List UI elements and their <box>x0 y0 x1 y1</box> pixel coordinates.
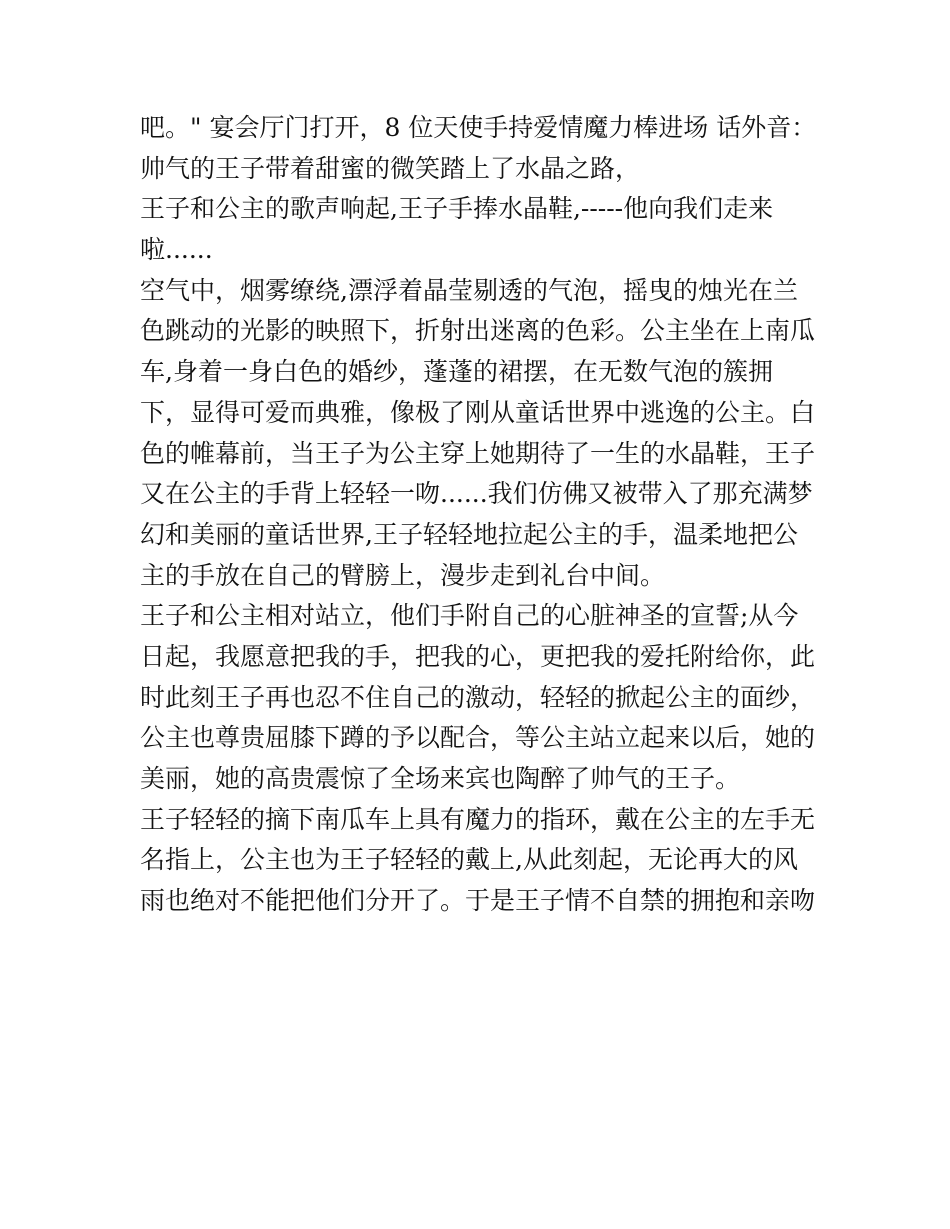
text-line: 吧。" 宴会厅门打开，8 位天使手持爱情魔力棒进场 话外音： <box>140 113 817 142</box>
text-line: 色的帷幕前，当王子为公主穿上她期待了一生的水晶鞋，王子 <box>140 438 816 468</box>
text-line: 王子和公主的歌声响起,王子手捧水晶鞋,-----他向我们走来 <box>140 194 774 224</box>
text-line: 时此刻王子再也忍不住自己的激动，轻轻的掀起公主的面纱， <box>140 682 816 712</box>
text-line: 名指上，公主也为王子轻轻的戴上,从此刻起，无论再大的风 <box>140 845 798 875</box>
text-line: 又在公主的手背上轻轻一吻......我们仿佛又被带入了那充满梦 <box>140 479 813 509</box>
text-line: 车,身着一身白色的婚纱，蓬蓬的裙摆，在无数气泡的簇拥 <box>140 357 773 387</box>
text-line: 日起，我愿意把我的手，把我的心，更把我的爱托附给你，此 <box>140 641 816 671</box>
text-line: 雨也绝对不能把他们分开了。于是王子情不自禁的拥抱和亲吻 <box>140 886 816 916</box>
text-line: 公主也尊贵屈膝下蹲的予以配合，等公主站立起来以后，她的 <box>140 723 816 753</box>
text-line: 美丽，她的高贵震惊了全场来宾也陶醉了帅气的王子。 <box>140 764 741 793</box>
text-line: 色跳动的光影的映照下，折射出迷离的色彩。公主坐在上南瓜 <box>140 316 816 346</box>
text-line: 幻和美丽的童话世界,王子轻轻地拉起公主的手，温柔地把公 <box>140 519 798 549</box>
text-line: 空气中，烟雾缭绕,漂浮着晶莹剔透的气泡，摇曳的烛光在兰 <box>140 275 798 305</box>
text-line: 帅气的王子带着甜蜜的微笑踏上了水晶之路， <box>140 153 641 183</box>
text-line: 啦...... <box>140 235 213 265</box>
text-line: 主的手放在自己的臂膀上，漫步走到礼台中间。 <box>140 560 666 590</box>
body-text <box>140 108 820 922</box>
text-line: 王子和公主相对站立，他们手附自己的心脏神圣的宣誓;从今 <box>140 601 799 631</box>
text-line: 王子轻轻的摘下南瓜车上具有魔力的指环，戴在公主的左手无 <box>140 804 816 834</box>
text-line: 下，显得可爱而典雅，像极了刚从童话世界中逃逸的公主。白 <box>140 397 816 427</box>
